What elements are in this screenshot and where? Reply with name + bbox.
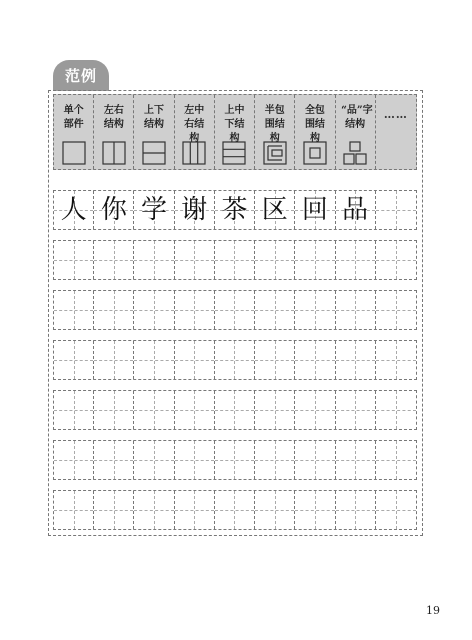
header-col-more [376, 95, 416, 169]
header-label: 全包围结构 [304, 105, 325, 144]
full-enclosure-icon [303, 141, 327, 165]
grid-cell [255, 341, 295, 379]
example-character: 回 [301, 195, 328, 225]
top-bottom-icon [142, 141, 166, 165]
grid-cell [94, 441, 134, 479]
grid-cell [336, 241, 376, 279]
grid-cell [255, 241, 295, 279]
grid-cell [134, 341, 174, 379]
left-middle-right-icon [182, 141, 206, 165]
half-enclosure-icon [263, 141, 287, 165]
grid-cell [215, 191, 255, 229]
header-col-left-middle-right [175, 95, 215, 169]
grid-cell [94, 341, 134, 379]
grid-cell [175, 191, 215, 229]
grid-cell [54, 441, 94, 479]
grid-cell [215, 341, 255, 379]
example-character: 茶 [221, 195, 248, 225]
header-label: “品”字结构 [341, 105, 373, 130]
grid-cell [336, 391, 376, 429]
grid-cell [336, 341, 376, 379]
example-character: 你 [100, 195, 127, 225]
example-character: 品 [342, 195, 369, 225]
grid-cell [175, 441, 215, 479]
grid-cell [54, 341, 94, 379]
grid-cell [175, 291, 215, 329]
practice-row [53, 490, 417, 530]
header-label: 上中下结构 [224, 105, 245, 144]
header-col-single [54, 95, 94, 169]
grid-cell [215, 491, 255, 529]
grid-cell [134, 391, 174, 429]
practice-row [53, 240, 417, 280]
grid-cell [295, 491, 335, 529]
example-row [53, 190, 417, 230]
grid-cell [376, 291, 416, 329]
grid-cell [255, 191, 295, 229]
grid-cell [175, 241, 215, 279]
header-col-pin [336, 95, 376, 169]
grid-cell [255, 441, 295, 479]
grid-cell [54, 191, 94, 229]
grid-cell [295, 291, 335, 329]
grid-cell [54, 291, 94, 329]
grid-cell [255, 491, 295, 529]
practice-row [53, 340, 417, 380]
grid-cell [295, 191, 335, 229]
grid-cell [376, 391, 416, 429]
single-box-icon [62, 141, 86, 165]
grid-cell [134, 441, 174, 479]
more-ellipsis: …… [383, 108, 408, 121]
grid-cell [94, 291, 134, 329]
grid-cell [376, 241, 416, 279]
example-character: 人 [60, 195, 87, 225]
example-character: 区 [261, 195, 288, 225]
header-col-top-bottom [134, 95, 174, 169]
grid-cell [175, 341, 215, 379]
grid-cell [295, 341, 335, 379]
practice-row [53, 440, 417, 480]
structure-header [53, 94, 417, 170]
grid-cell [54, 491, 94, 529]
grid-cell [54, 241, 94, 279]
header-label: 半包围结构 [264, 105, 285, 144]
header-col-left-right [94, 95, 134, 169]
grid-cell [336, 491, 376, 529]
grid-cell [295, 241, 335, 279]
grid-cell [376, 191, 416, 229]
header-label: 单个部件 [63, 105, 84, 130]
grid-cell [134, 191, 174, 229]
grid-cell [215, 441, 255, 479]
header-col-half-enclosure [255, 95, 295, 169]
pin-structure-icon [343, 141, 367, 165]
header-label: 上下结构 [144, 105, 165, 130]
grid-cell [215, 391, 255, 429]
grid-cell [175, 391, 215, 429]
grid-cell [376, 491, 416, 529]
practice-row [53, 390, 417, 430]
header-col-top-middle-bottom [215, 95, 255, 169]
grid-cell [255, 391, 295, 429]
header-col-full-enclosure [295, 95, 335, 169]
page-number: 19 [426, 604, 440, 617]
grid-cell [134, 491, 174, 529]
grid-cell [255, 291, 295, 329]
grid-cell [94, 391, 134, 429]
practice-row [53, 290, 417, 330]
grid-cell [376, 341, 416, 379]
grid-cell [336, 191, 376, 229]
header-label: 左中右结构 [184, 105, 205, 144]
left-right-icon [102, 141, 126, 165]
grid-cell [295, 391, 335, 429]
grid-cell [134, 241, 174, 279]
top-middle-bottom-icon [222, 141, 246, 165]
grid-cell [94, 191, 134, 229]
grid-cell [376, 441, 416, 479]
header-label: 左右结构 [103, 105, 124, 130]
grid-cell [215, 291, 255, 329]
grid-cell [54, 391, 94, 429]
grid-cell [94, 241, 134, 279]
grid-cell [134, 291, 174, 329]
section-badge: 范例 [53, 60, 109, 91]
grid-cell [175, 491, 215, 529]
example-character: 学 [141, 195, 168, 225]
grid-cell [295, 441, 335, 479]
grid-cell [215, 241, 255, 279]
grid-cell [336, 441, 376, 479]
grid-cell [336, 291, 376, 329]
example-character: 谢 [181, 195, 208, 225]
grid-cell [94, 491, 134, 529]
